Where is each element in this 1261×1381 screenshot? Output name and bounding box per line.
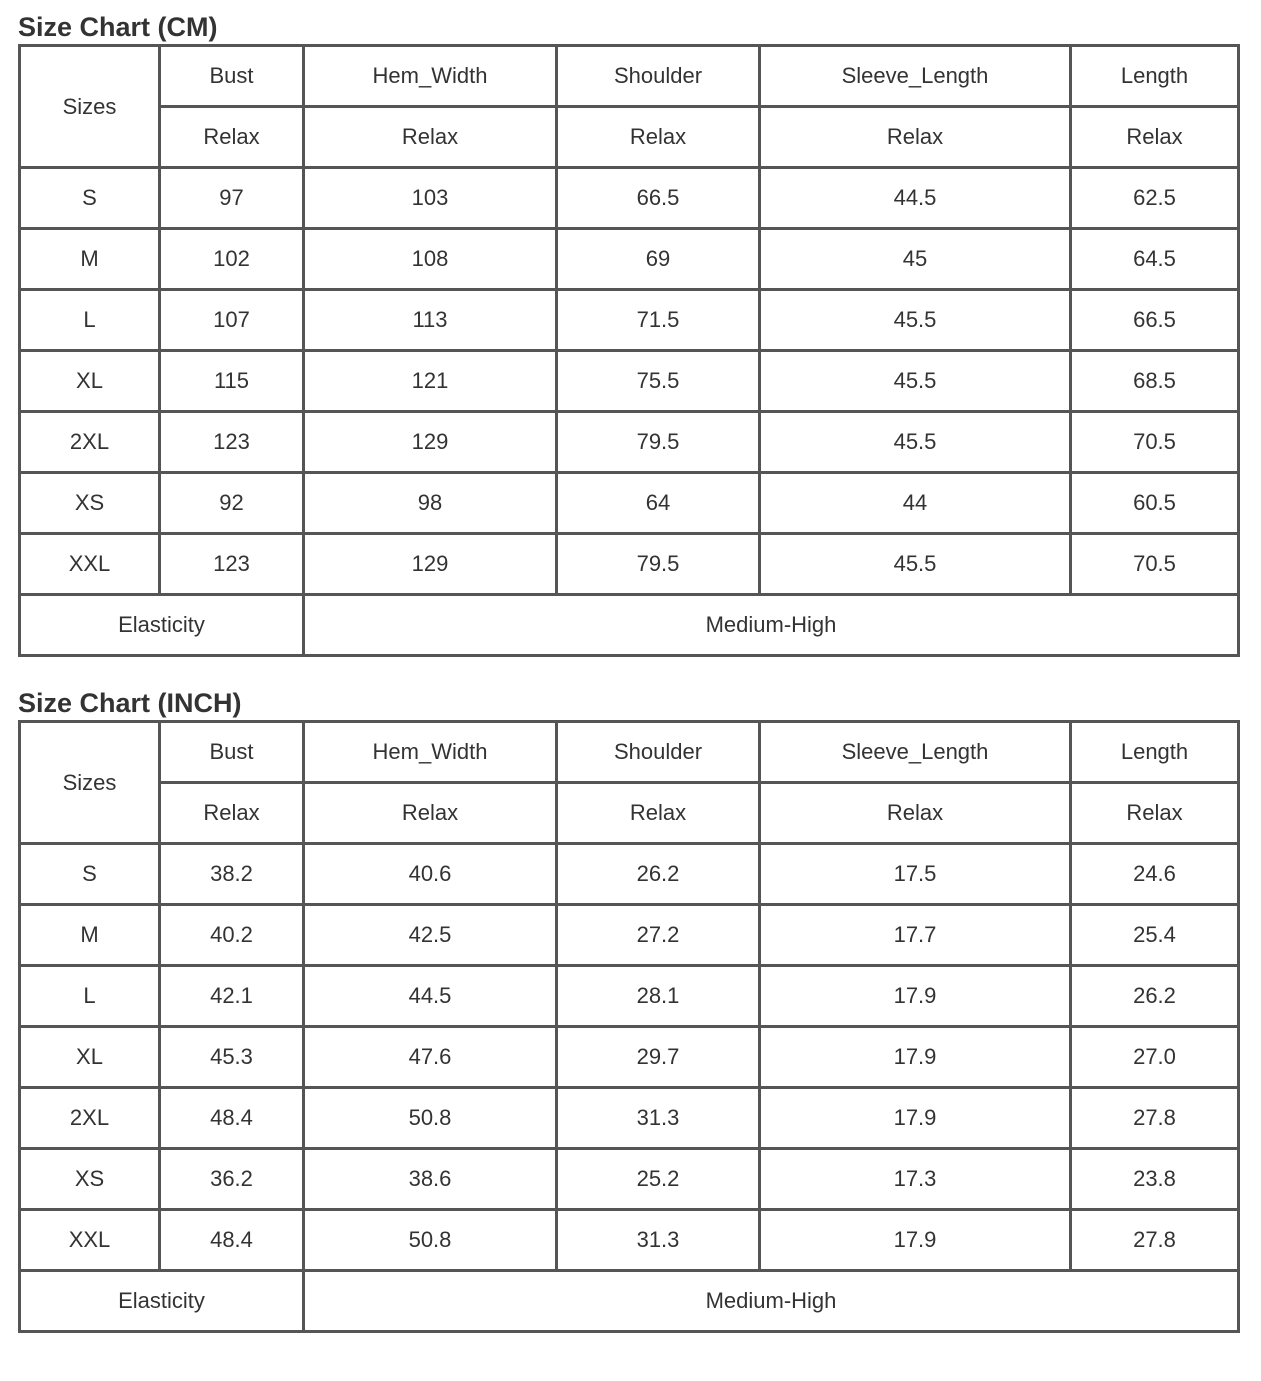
size-cell: XS — [20, 1149, 160, 1210]
table-row — [20, 844, 1239, 905]
hem-width-value-cell: 50.8 — [304, 1210, 557, 1271]
bust-value-cell: 45.3 — [160, 1027, 304, 1088]
shoulder-value-cell: 64 — [557, 473, 760, 534]
fit-length: Relax — [1071, 107, 1239, 168]
elasticity-row — [20, 595, 1239, 656]
sleeve-length-value-cell: 17.3 — [760, 1149, 1071, 1210]
length-value-cell: 23.8 — [1071, 1149, 1239, 1210]
length-value-cell: 70.5 — [1071, 534, 1239, 595]
table-row — [20, 229, 1239, 290]
shoulder-value-cell: 25.2 — [557, 1149, 760, 1210]
size-chart-inch-title: Size Chart (INCH) — [18, 688, 242, 718]
sleeve-length-value-cell: 45 — [760, 229, 1071, 290]
hem-width-value-cell: 98 — [304, 473, 557, 534]
hem-width-value-cell: 103 — [304, 168, 557, 229]
bust-value-cell: 48.4 — [160, 1210, 304, 1271]
table-row — [20, 966, 1239, 1027]
shoulder-value-cell: 75.5 — [557, 351, 760, 412]
shoulder-value-cell: 31.3 — [557, 1088, 760, 1149]
sleeve-length-value-cell: 45.5 — [760, 534, 1071, 595]
bust-value-cell: 115 — [160, 351, 304, 412]
fit-header-row — [20, 107, 1239, 168]
bust-value-cell: 42.1 — [160, 966, 304, 1027]
fit-bust: Relax — [160, 783, 304, 844]
bust-value-cell: 40.2 — [160, 905, 304, 966]
shoulder-value-cell: 26.2 — [557, 844, 760, 905]
fit-length: Relax — [1071, 783, 1239, 844]
bust-value-cell: 102 — [160, 229, 304, 290]
hem-width-value-cell: 129 — [304, 534, 557, 595]
hem-width-value-cell: 42.5 — [304, 905, 557, 966]
length-value-cell: 27.8 — [1071, 1210, 1239, 1271]
fit-sleeve-length: Relax — [760, 107, 1071, 168]
sizes-header-cell: Sizes — [20, 722, 160, 844]
sleeve-length-value-cell: 17.9 — [760, 966, 1071, 1027]
size-cell: L — [20, 966, 160, 1027]
size-chart-cm-title: Size Chart (CM) — [18, 12, 218, 42]
size-cell: XS — [20, 473, 160, 534]
bust-value-cell: 48.4 — [160, 1088, 304, 1149]
size-cell: M — [20, 229, 160, 290]
fit-hem-width: Relax — [304, 107, 557, 168]
length-value-cell: 25.4 — [1071, 905, 1239, 966]
length-value-cell: 70.5 — [1071, 412, 1239, 473]
size-cell: XL — [20, 1027, 160, 1088]
shoulder-value-cell: 79.5 — [557, 534, 760, 595]
sleeve-length-value-cell: 17.9 — [760, 1210, 1071, 1271]
size-cell: S — [20, 844, 160, 905]
table-row — [20, 473, 1239, 534]
size-chart-cm-table — [18, 44, 1240, 657]
bust-value-cell: 36.2 — [160, 1149, 304, 1210]
measurement-header-row — [20, 46, 1239, 107]
header-hem-width: Hem_Width — [304, 46, 557, 107]
table-row — [20, 412, 1239, 473]
hem-width-value-cell: 40.6 — [304, 844, 557, 905]
hem-width-value-cell: 121 — [304, 351, 557, 412]
length-value-cell: 24.6 — [1071, 844, 1239, 905]
size-cell: 2XL — [20, 1088, 160, 1149]
header-sleeve-length: Sleeve_Length — [760, 722, 1071, 783]
size-cell: XL — [20, 351, 160, 412]
sleeve-length-value-cell: 44 — [760, 473, 1071, 534]
length-value-cell: 68.5 — [1071, 351, 1239, 412]
shoulder-value-cell: 71.5 — [557, 290, 760, 351]
sleeve-length-value-cell: 45.5 — [760, 290, 1071, 351]
hem-width-value-cell: 50.8 — [304, 1088, 557, 1149]
table-row — [20, 1027, 1239, 1088]
hem-width-value-cell: 129 — [304, 412, 557, 473]
shoulder-value-cell: 69 — [557, 229, 760, 290]
length-value-cell: 64.5 — [1071, 229, 1239, 290]
header-bust: Bust — [160, 722, 304, 783]
sleeve-length-value-cell: 45.5 — [760, 412, 1071, 473]
length-value-cell: 60.5 — [1071, 473, 1239, 534]
hem-width-value-cell: 44.5 — [304, 966, 557, 1027]
header-length: Length — [1071, 46, 1239, 107]
measurement-header-row — [20, 722, 1239, 783]
shoulder-value-cell: 31.3 — [557, 1210, 760, 1271]
fit-sleeve-length: Relax — [760, 783, 1071, 844]
sleeve-length-value-cell: 17.5 — [760, 844, 1071, 905]
table-row — [20, 351, 1239, 412]
elasticity-label: Elasticity — [20, 595, 304, 656]
header-sleeve-length: Sleeve_Length — [760, 46, 1071, 107]
size-cell: S — [20, 168, 160, 229]
size-cell: M — [20, 905, 160, 966]
table-row — [20, 534, 1239, 595]
shoulder-value-cell: 66.5 — [557, 168, 760, 229]
length-value-cell: 66.5 — [1071, 290, 1239, 351]
table-row — [20, 290, 1239, 351]
sleeve-length-value-cell: 45.5 — [760, 351, 1071, 412]
bust-value-cell: 97 — [160, 168, 304, 229]
header-shoulder: Shoulder — [557, 46, 760, 107]
table-row — [20, 1149, 1239, 1210]
table-row — [20, 1210, 1239, 1271]
sleeve-length-value-cell: 44.5 — [760, 168, 1071, 229]
sleeve-length-value-cell: 17.9 — [760, 1027, 1071, 1088]
size-cell: XXL — [20, 1210, 160, 1271]
size-cell: XXL — [20, 534, 160, 595]
elasticity-value: Medium-High — [304, 595, 1239, 656]
header-shoulder: Shoulder — [557, 722, 760, 783]
bust-value-cell: 92 — [160, 473, 304, 534]
table-row — [20, 1088, 1239, 1149]
hem-width-value-cell: 38.6 — [304, 1149, 557, 1210]
fit-header-row — [20, 783, 1239, 844]
sizes-header-cell: Sizes — [20, 46, 160, 168]
size-cell: 2XL — [20, 412, 160, 473]
bust-value-cell: 107 — [160, 290, 304, 351]
elasticity-label: Elasticity — [20, 1271, 304, 1332]
elasticity-row — [20, 1271, 1239, 1332]
elasticity-value: Medium-High — [304, 1271, 1239, 1332]
bust-value-cell: 123 — [160, 534, 304, 595]
table-row — [20, 905, 1239, 966]
length-value-cell: 27.0 — [1071, 1027, 1239, 1088]
header-length: Length — [1071, 722, 1239, 783]
shoulder-value-cell: 79.5 — [557, 412, 760, 473]
length-value-cell: 27.8 — [1071, 1088, 1239, 1149]
shoulder-value-cell: 28.1 — [557, 966, 760, 1027]
fit-bust: Relax — [160, 107, 304, 168]
header-bust: Bust — [160, 46, 304, 107]
fit-hem-width: Relax — [304, 783, 557, 844]
hem-width-value-cell: 113 — [304, 290, 557, 351]
table-row — [20, 168, 1239, 229]
hem-width-value-cell: 47.6 — [304, 1027, 557, 1088]
sleeve-length-value-cell: 17.9 — [760, 1088, 1071, 1149]
size-cell: L — [20, 290, 160, 351]
fit-shoulder: Relax — [557, 783, 760, 844]
hem-width-value-cell: 108 — [304, 229, 557, 290]
length-value-cell: 62.5 — [1071, 168, 1239, 229]
header-hem-width: Hem_Width — [304, 722, 557, 783]
fit-shoulder: Relax — [557, 107, 760, 168]
bust-value-cell: 123 — [160, 412, 304, 473]
bust-value-cell: 38.2 — [160, 844, 304, 905]
size-chart-inch-table — [18, 720, 1240, 1333]
shoulder-value-cell: 27.2 — [557, 905, 760, 966]
sleeve-length-value-cell: 17.7 — [760, 905, 1071, 966]
shoulder-value-cell: 29.7 — [557, 1027, 760, 1088]
length-value-cell: 26.2 — [1071, 966, 1239, 1027]
